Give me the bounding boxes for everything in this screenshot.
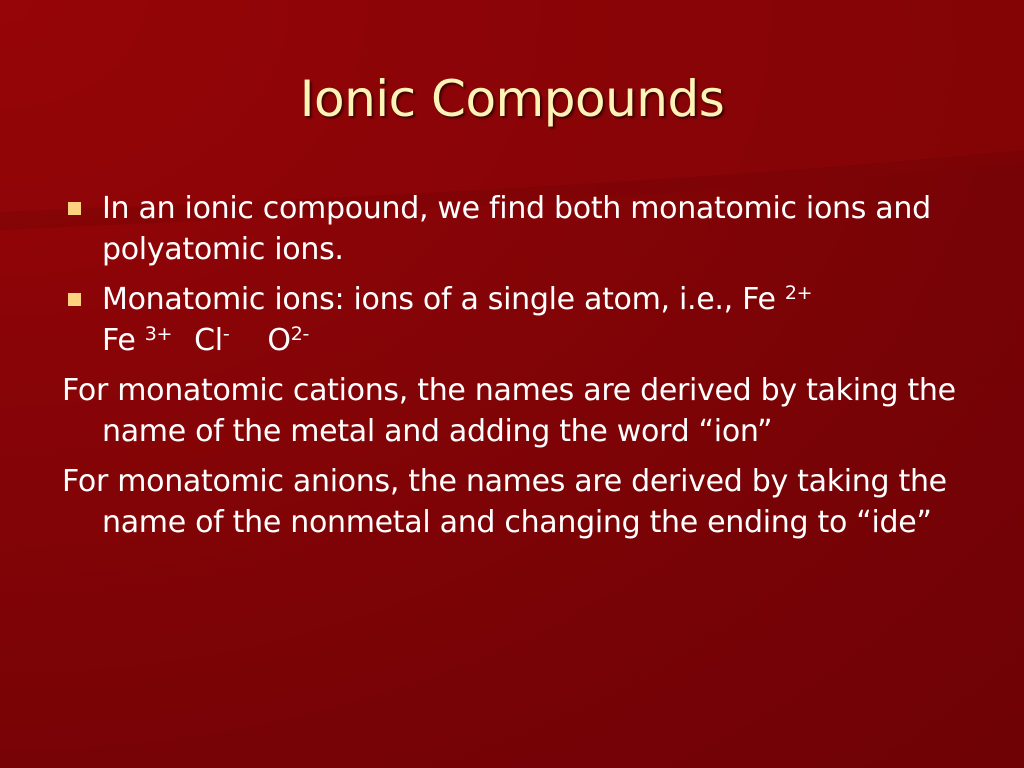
- ion-symbol: Fe: [102, 323, 145, 358]
- ion-charge: 3+: [144, 323, 173, 345]
- ion-charge: -: [222, 323, 230, 345]
- bullet-text: Monatomic ions: ions of a single atom, i.e., Fe: [102, 282, 776, 317]
- square-bullet-icon: [68, 293, 81, 306]
- ion-symbol: Cl: [194, 323, 223, 358]
- ion-symbol: O: [267, 323, 291, 358]
- paragraph: For monatomic anions, the names are derived by taking the name of the nonmetal and changing the ending to “ide”: [62, 464, 947, 540]
- square-bullet-icon: [68, 202, 81, 215]
- bullet-item: [62, 188, 962, 270]
- bullet-text: In an ionic compound, we find both monatomic ions and polyatomic ions.: [102, 191, 931, 267]
- paragraph: For monatomic cations, the names are derived by taking the name of the metal and adding the word “ion”: [62, 373, 956, 449]
- ion-charge: 2+: [784, 282, 813, 304]
- bullet-item: [62, 279, 962, 361]
- ion-charge: 2-: [290, 323, 310, 345]
- slide-title: Ionic Compounds: [299, 70, 725, 128]
- slide-body: [62, 188, 962, 552]
